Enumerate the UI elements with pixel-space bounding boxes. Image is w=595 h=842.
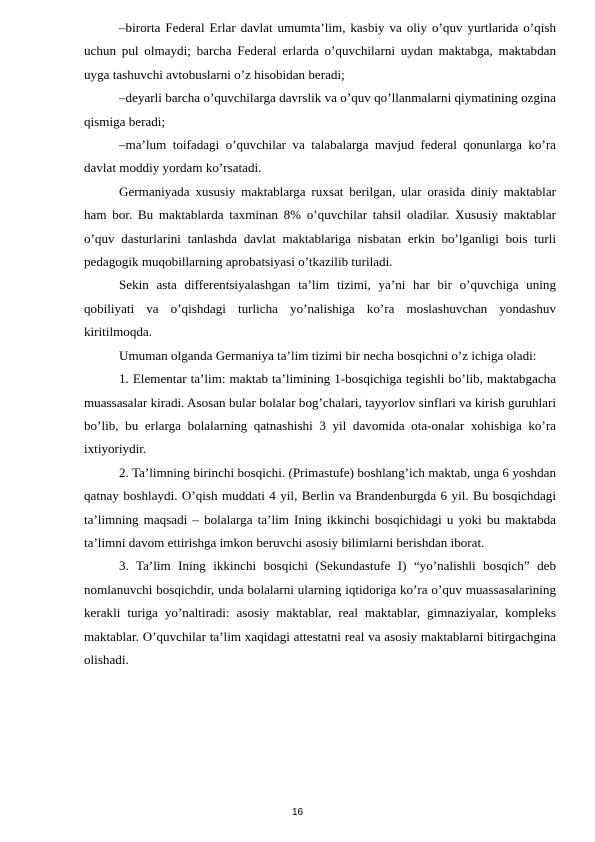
document-page <box>84 16 556 671</box>
paragraph-stage-primary: 2. Ta’limning birinchi bosqichi. (Primastufe) boshlang’ich maktab, unga 6 yoshdan qatnay boshlaydi. O’qish muddati 4 yil, Berlin va Brandenburgda 6 yil. Bu bosqichdagi ta’limning maqsadi – bolalarga ta’lim Ining ikkinchi bosqichidagi u yoki bu maktabda ta’limni davom ettirishga imkon beruvchi asosiy bilimlarni berishdan iborat. <box>84 464 556 550</box>
paragraph-differentiated-education: Sekin asta differentsiyalashgan ta’lim tizimi, ya’ni har bir o’quvchiga uning qobiliyati va o’qishdagi turlicha yo’nalishiga ko’ra moslashuvchan yondashuv kiritilmoqda. <box>84 277 556 340</box>
paragraph-textbooks-cost: –deyarli barcha o’quvchilarga davrslik va o’quv qo’llanmalarni qiymatining ozgina qismiga beradi; <box>84 90 556 129</box>
paragraph-stage-elementary: 1. Elementar ta’lim: maktab ta’limining 1-bosqichiga tegishli bo’lib, maktabgacha muassasalar kiradi. Asosan bular bolalar bog’chalari, tayyorlov sinflari va kirish guruhlari bo’lib, bu erlarga bolalarning qatnashishi 3 yil davomida ota-onalar xohishiga ko’ra ixtiyoriydir. <box>84 371 556 457</box>
page-number: 16 <box>291 807 304 818</box>
paragraph-material-support: –ma’lum toifadagi o’quvchilar va talabalarga mavjud federal qonunlarga ko’ra davlat moddiy yordam ko’rsatadi. <box>84 137 556 176</box>
paragraph-education-stages-intro: Umuman olganda Germaniya ta’lim tizimi bir necha bosqichni o’z ichiga oladi: <box>119 347 537 363</box>
paragraph-private-schools: Germaniyada xususiy maktablarga ruxsat berilgan, ular orasida diniy maktablar ham bor. Bu maktablarda taxminan 8% o’quvchilar tahsil oladilar. Xususiy maktablar o’quv dasturlarini tanlashda davlat maktablariga nisbatan erkin bo’lganligi bois turli pedagogik muqobillarning aprobatsiyasi o’tkazilib turiladi. <box>84 183 556 270</box>
paragraph-stage-secondary: 3. Ta’lim Ining ikkinchi bosqichi (Sekundastufe I) “yo’nalishli bosqich” deb nomlanuvchi bosqichdir, unda bolalarni ularning iqtidoriga ko’ra o’quv muassasalarining kerakli turiga yo’naltiradi: asosiy maktablar, real maktablar, gimnaziyalar, kompleks maktablar. O’quvchilar ta’lim xaqidagi attestatni real va asosiy maktablarni bitirgachgina olishadi. <box>84 558 556 667</box>
paragraph-federal-states-free-education: –birorta Federal Erlar davlat umumta’lim, kasbiy va oliy o’quv yurtlarida o’qish uchun pul olmaydi; barcha Federal erlarda o’quvchilarni uydan maktabga, maktabdan uyga tashuvchi avtobuslarni o’z hisobidan beradi; <box>84 20 556 82</box>
